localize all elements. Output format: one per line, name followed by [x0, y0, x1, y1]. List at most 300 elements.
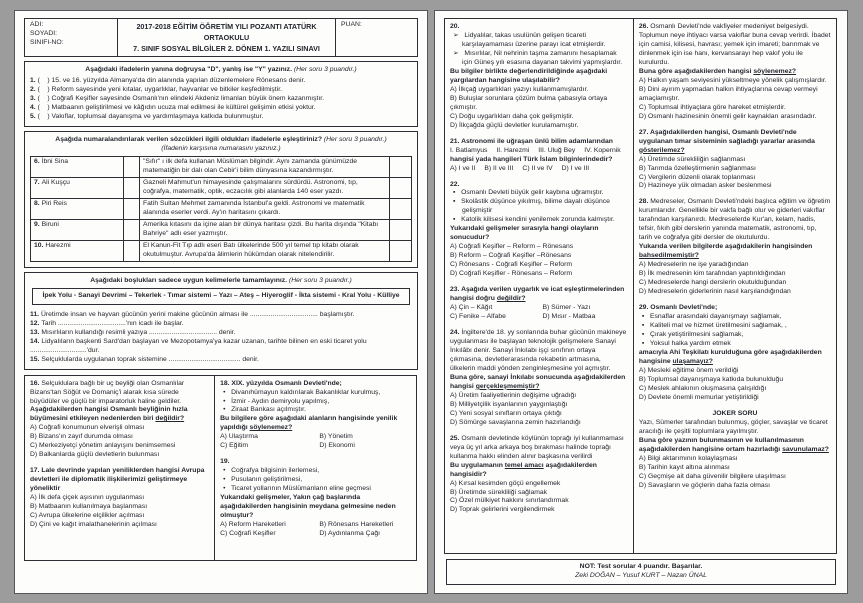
text-line [450, 374, 628, 392]
text-run: Osmanlı devletinde köylünün toprağı iyi kullanmaması veya üç yıl arka arkaya boş bırakması halinde toprağı kullanma hakkı elinden alınır başkasına verilirdi [450, 434, 626, 460]
text-run: bahsedilmemiştir? [638, 252, 699, 260]
text-run: Buna göre yazının bulunmasının ve kullanılmasının aşağıdakilerden hangisine ortam hazırladığı [638, 436, 806, 453]
text-run: ▪ Kaliteli mal ve hizmet üretilmesini sağlamak, , [641, 322, 787, 330]
text-line [220, 494, 411, 521]
bullet-line [220, 398, 411, 407]
option: B) II ve III [484, 164, 514, 172]
option-line [639, 279, 831, 288]
text-line [30, 104, 412, 113]
text-line [450, 181, 628, 190]
option-line [30, 442, 209, 451]
text-run: Lidyalıların başkenti Sard'dan başlayan ve Mezopotamya'ya kazar uzanan, tarihte bilinen en eski ticaret yolu ..............................'dur. [30, 337, 369, 354]
text-run: Buna göre aşağıdakilerden hangisi [638, 67, 754, 75]
heading-text: Aşağıdaki boşlukları sadece uygun kelimelerle tamamlayınız. [90, 276, 288, 284]
text-run: 18. XIX. yüzyılda Osmanlı Devleti'nde; [220, 379, 342, 387]
text-line [30, 380, 209, 425]
text-line [450, 435, 628, 462]
text-run: değildir? [155, 415, 185, 423]
text-run: 23. Aşağıda verilen uygarlık ve icat eşleştirmelerinden hangisi doğru [450, 286, 627, 303]
text-run: C) Medreselerde hangi derslerin okutulduğundan [638, 279, 787, 287]
match-row [31, 219, 412, 240]
page-left [14, 10, 428, 594]
option-line [450, 122, 628, 131]
text-run: söylenemez? [753, 67, 797, 75]
text-run: amacıyla Ahi Teşkilatı kurulduğuna göre aşağıdakilerden hangisine [638, 348, 824, 365]
heading-text: Aşağıda numaralandırılarak verilen sözcükleri ilgili oldukları ifadelerle eşleştiriniz? [55, 136, 322, 144]
text-run: Yukarıdaki gelişmeler sırasıyla hangi olayların sonucudur? [450, 225, 601, 242]
bullet-line [450, 50, 628, 68]
option: A) Reform Hareketleri [220, 521, 286, 529]
text-run: hangisi yada hangileri Türk İslam bilginlerindedir? [450, 155, 613, 163]
text-run: A) Kırsal kesimden göçü engellemek [450, 479, 561, 487]
matching-heading [30, 136, 412, 145]
fill-blank-section [24, 272, 418, 370]
text-run: 14. [30, 337, 42, 345]
surname-label: SOYADI: [30, 29, 58, 37]
option-line [450, 480, 628, 489]
text-run: A) Medreselerin ne işe yaradığından [638, 261, 749, 269]
text-run: C) Yeni sosyal sınıfların ortaya çıktığı [450, 409, 562, 417]
option-line [450, 419, 628, 428]
text-run: A) Halkın yaşam seviyesini yükseltmeye yönelik çalışmışlardır. [638, 76, 827, 84]
text-run: aşağıdakilerden hangisidir? [450, 461, 599, 478]
text-run: gösterilemez? [638, 146, 685, 154]
text-run: gerçekleşmemiştir? [475, 382, 540, 390]
exam-title-line1: 2017-2018 EĞİTİM ÖĞRETİM YILI POZANTI ATATÜRK ORTAOKULU [136, 22, 317, 42]
option: D) Aydınlanma Çağı [319, 530, 381, 538]
text-run: Bu bilgiler birlikte değerlendirildiğinde aşağıdaki yargılardan hangisine ulaşılabilir? [450, 67, 610, 84]
text-run: ulaşamayız? [672, 357, 713, 365]
text-line [450, 156, 628, 165]
footer-note-box [446, 559, 836, 585]
text-run: C) Vergilerin düzenli olarak toplanması [638, 173, 756, 181]
text-run: ▪ Esnaflar arasındaki dayanışmayı sağlamak, [641, 313, 782, 321]
text-run: B) Milliyetçilik isyanlarının yaygınlaştığı [450, 400, 568, 408]
option: B) Yönetim [319, 433, 353, 441]
text-run: C) Doğu uygarlıkları daha çok gelişmiştir. [450, 112, 574, 120]
text-line [30, 311, 412, 320]
match-row [31, 157, 412, 178]
option-line [30, 521, 209, 530]
text-line [30, 467, 209, 494]
option-line [450, 506, 628, 515]
option-line [30, 494, 209, 503]
text-line [639, 198, 831, 243]
match-gap-cell [124, 178, 140, 199]
text-run: B) Tarihin kayıt altına alınması [638, 463, 730, 471]
text-run: C) Merkeziyetçi yönetim anlayışını benimsemesi [30, 442, 176, 450]
page-right [434, 10, 848, 594]
match-gap-cell [124, 157, 140, 178]
text-line [639, 410, 831, 419]
text-run: ( ) 15. ve 16. yüzyılda Almanya'da din alanında yapılan düzenlemelere Rönesans denir. [37, 77, 306, 85]
option-line [220, 530, 411, 539]
text-line [639, 68, 831, 77]
match-term: 8. Piri Reis [31, 199, 124, 220]
fill-blank-items [30, 311, 412, 365]
question-18 [220, 380, 411, 452]
match-term: 9. Biruni [31, 219, 124, 240]
text-run: D) Sömürge savaşlarına zemin hazırlandığı [450, 418, 581, 426]
text-run: B) Buluşlar sorunlara çözüm bulma çabasıyla ortaya çıkmıştır. [450, 94, 610, 111]
text-line [450, 286, 628, 304]
text-line [450, 329, 628, 374]
option-line [450, 147, 628, 156]
text-run: 19. [220, 458, 230, 466]
text-run: D) Toprak gelirlerini vergilendirmek [450, 506, 555, 514]
option-line [30, 503, 209, 512]
question-21 [450, 138, 628, 174]
option-line [639, 77, 831, 86]
match-term-number: 6. [34, 158, 42, 166]
exam-title-line2: 7. SINIF SOSYAL BİLGİLER 2. DÖNEM 1. YAZILI SINAVI [133, 43, 320, 53]
text-run: 24. [450, 329, 462, 337]
question-20 [450, 23, 628, 131]
text-run: Üretimde insan ve hayvan gücünün yerini makine gücünün alması ile .................................... başlamıştır. [40, 310, 355, 318]
bullet-line [450, 198, 628, 216]
text-run: 2. [30, 86, 38, 94]
option-line [450, 497, 628, 506]
text-run: söylenemez? [249, 424, 293, 432]
option-line [639, 86, 831, 104]
option-line [450, 252, 628, 261]
match-description: Amerika kıtasını da içine alan bir dünya haritası çizdi. Bu harita dışında "Kitabı Bahriye" adlı eser yazmıştır. [140, 219, 390, 240]
question-28 [639, 198, 831, 297]
option-line [639, 156, 831, 165]
option-line [220, 442, 411, 451]
name-label: ADI: [30, 21, 44, 28]
matching-table [30, 156, 412, 262]
text-run: 13. [30, 328, 42, 336]
text-run: C) Rönesans - Coğrafi Keşifler – Reform [450, 261, 573, 269]
text-run: 26. [638, 23, 651, 30]
text-run: C) Avrupa ülkelerine elçilikler açılması [30, 512, 145, 520]
text-run: D) Osmanlı hazinesinin önemli gelir kaynakları arasındadır. [638, 112, 817, 120]
text-run: 22. [450, 180, 460, 188]
option-line [639, 385, 831, 394]
match-term-number: 9. [34, 220, 42, 228]
text-run: D) İlkçağda güçlü devletler kurulamamıştır. [450, 121, 579, 129]
text-run: JOKER SORU [712, 409, 758, 417]
true-false-items [30, 77, 412, 122]
text-run: değildir? [496, 295, 526, 303]
questions-26-29-joker-column [633, 18, 837, 554]
option-line [639, 261, 831, 270]
match-term-number: 7. [34, 179, 42, 187]
text-run: • İzmir - Aydın demiryolu yapılmış, [223, 397, 330, 405]
text-line [220, 380, 411, 389]
heading-points: (Her soru 3 puandır.) [291, 66, 357, 74]
fill-blank-heading [30, 277, 412, 286]
text-run: B) Üretimde sürekliliği sağlamak [450, 488, 548, 496]
option: II. Harezmi [496, 146, 530, 154]
text-run: 5. [30, 113, 38, 121]
text-run: A) Mesleki eğitime önem verildiği [638, 366, 739, 374]
option-line [30, 512, 209, 521]
option-line [450, 304, 628, 313]
text-run: A) İlk defa çiçek aşısının uygulanması [30, 494, 145, 502]
option: B) Rönesans Hareketleri [319, 521, 394, 529]
text-run: A) Bilgi aktarımının kolaylaşması [638, 454, 738, 462]
text-run: A) Üretimde sürekliliğin sağlanması [638, 155, 746, 163]
bullet-line [220, 485, 411, 494]
option-line [450, 270, 628, 279]
text-run: ➢ Lidyalılar, takas usulünün gelişen ticareti karşılayamaması üzerine parayı icat etmişlerdir. [453, 31, 606, 48]
text-run: 17. Lale devrinde yapılan yeniliklerden hangisi Avrupa devletleri ile diplomatik ilişkilerimizi geliştirmeye yöneliktir [30, 467, 207, 493]
match-gap-cell [124, 240, 140, 261]
text-line [220, 458, 411, 467]
question-29 [639, 304, 831, 403]
text-run: Buna göre, sanayi İnkılabı sonucunda aşağıdakilerden hangisi [450, 373, 628, 390]
text-line [30, 320, 412, 329]
option: IV. Kopernik [584, 146, 621, 154]
class-number-label: SINIFI-NO: [30, 38, 64, 46]
option-line [639, 270, 831, 279]
option-line [639, 464, 831, 473]
text-run: D) Medreselerin giderlerinin nasıl karşılandığından [638, 288, 791, 296]
option-line [450, 243, 628, 252]
match-description: El Kanun-Fit Tıp adlı eseri Batı ülkelerinde 500 yıl temel tıp kitabı olarak okutulmuştur. Avrupa'da âlimlerin hükümdan olarak nitelendirilir. [140, 240, 390, 261]
text-run: 21. Astronomi ile uğraşan ünlü bilim adamlarından [450, 137, 613, 145]
text-run: Osmanlı Devleti'nde vakfiyeler medeniyet belgesiydi. Toplumun neye ihtiyacı varsa vakıflar buna cevap verirdi. İbadet için camisi, kilisesi, havrası; yemek için imareti; barınmak ve dinlenmek için ise hanı, kervansarayı hep vakıf yolu ile kurulurdu. [638, 23, 833, 66]
text-run: 11. [30, 310, 41, 318]
score-label: PUAN: [341, 21, 362, 28]
score-cell [335, 19, 417, 56]
text-run: ▪ Yoksul halka yardım etmek [641, 339, 731, 347]
exam-title-cell [117, 19, 335, 56]
bullet-line [450, 216, 628, 225]
text-line [30, 77, 412, 86]
heading-points: (Her soru 3 puandır.) [321, 136, 387, 144]
exam-header [24, 18, 418, 57]
text-run: 28. [638, 198, 651, 206]
text-run: D) Devlete önemli memurlar yetiştirildiği [638, 393, 759, 401]
match-term: 6. İbni Sina [31, 157, 124, 178]
text-run: ➢ Mısırlılar, Nil nehrinin taşma zamanını hesaplamak için Güneş yılı esasına dayanan takvimi yapmışlardır. [453, 49, 623, 66]
text-run: D) Çini ve kağıt imalathanelerinin açılması [30, 521, 157, 529]
option-line [450, 165, 628, 174]
question-26 [639, 23, 831, 122]
option: D) Mısır - Matbaa [542, 313, 596, 321]
text-run: B) Dini ayırım yapmadan halkın ihtiyaçlarına cevap vermeyi amaçlamıştır. [638, 85, 820, 102]
text-run: 16. [30, 379, 42, 387]
text-run: ▪ Katolik kilisesi kendini yenilemek zorunda kalmıştır. [453, 216, 615, 224]
option: A) Çin – Kâğıt [450, 304, 493, 312]
text-run: Aşağıdakilerden hangisi Osmanlı beyliğinin hızla büyümesini etkileyen nedenlerden biri [30, 406, 190, 423]
questions-18-19-box [214, 375, 417, 561]
true-false-heading [30, 66, 412, 75]
option: C) Coğrafi Keşifler [220, 530, 276, 538]
text-run: • Coğrafya bilgisinin ilerlemesi, [223, 467, 320, 475]
bullet-line [220, 406, 411, 415]
text-run: Bu bilgilere göre aşağıdaki alanların hangisinde yenilik yapıldığı [220, 415, 400, 432]
bullet-line [220, 476, 411, 485]
option-line [220, 433, 411, 442]
text-line [639, 437, 831, 455]
match-term: 7. Ali Kuşçu [31, 178, 124, 199]
text-line [30, 113, 412, 122]
question-24 [450, 329, 628, 428]
heading-text: Aşağıdaki ifadelerin yanına doğruysa "D", yanlış ise "Y" yazınız. [85, 66, 292, 74]
text-line [220, 415, 411, 433]
option-line [639, 376, 831, 385]
match-answer-cell [390, 240, 412, 261]
option-line [30, 451, 209, 460]
option-line [639, 482, 831, 491]
text-line [639, 304, 831, 313]
text-run: İngiltere'de 18. yy sonlarında buhar gücünün makineye uygulanması ile başlayan teknolojik gelişmelere Sanayi İnkılâbı denir. Sanayi İnkılabı işçi sınıfının ortaya çıkmasına, devletlerarasında rekabetin artmasına, ülkelerin maddi yönden zenginleşmesine yol açmıştır. [450, 329, 629, 372]
joker-question [639, 410, 831, 491]
question-27 [639, 129, 831, 192]
text-line [30, 338, 412, 356]
text-run: ( ) Reform sayesinde yeni kıtalar, uygarlıklar, hayvanlar ve bitkiler keşfedilmiştir. [37, 86, 282, 94]
text-run: C) Meslek ahlakının oluşmasına çalışıldığı [638, 384, 767, 392]
text-run: B) Reform – Coğrafi Keşifler –Rönesans [450, 252, 572, 260]
match-row [31, 178, 412, 199]
text-run: B) Tarımda özelleştirmenin sağlanması [638, 164, 756, 172]
text-line [30, 356, 412, 365]
option: A) Ulaştırma [220, 433, 258, 441]
text-run: savunulamaz? [782, 445, 829, 453]
match-row [31, 240, 412, 261]
option: C) Fenike – Alfabe [450, 313, 506, 321]
text-run: Bu uygulamanın [450, 461, 505, 469]
text-run: 1. [30, 77, 38, 85]
match-answer-cell [390, 157, 412, 178]
option-line [639, 367, 831, 376]
text-run: D) Coğrafi Keşifler - Rönesans – Reform [450, 270, 573, 278]
text-run: ( ) Matbaanın geliştirilmesi ve kâğıdın ucuza mal edilmesi ile kültürel gelişimin etkisi yoktur. [37, 104, 316, 112]
option-line [450, 113, 628, 122]
text-line [639, 129, 831, 156]
option-line [639, 174, 831, 183]
text-line [30, 95, 412, 104]
text-line [30, 329, 412, 338]
option: C) Eğitim [220, 442, 249, 450]
true-false-section [24, 61, 418, 127]
text-run: • Ziraat Bankası açılmıştır. [223, 406, 306, 414]
match-term-number: 8. [34, 200, 42, 208]
question-25 [450, 435, 628, 516]
text-run: C) Toplumsal ihtiyaçlara göre hareket etmişlerdir. [638, 103, 786, 111]
text-run: D) Savaşların ve göçlerin daha fazla olması [638, 481, 770, 489]
option-line [639, 455, 831, 464]
heading-points: (Her soru 3 puandır.) [287, 276, 352, 284]
match-gap-cell [124, 219, 140, 240]
text-run: Yukarıdaki gelişmeler, Yakın çağ başlarında aşağıdakilerden hangisinin meydana gelmesine neden olmuştur? [220, 494, 398, 520]
option-line [220, 521, 411, 530]
option: D) Ekonomi [319, 442, 355, 450]
option-line [639, 182, 831, 191]
option-line [450, 410, 628, 419]
option: I. Batlamyus [450, 146, 488, 154]
option-line [450, 86, 628, 95]
text-line [639, 419, 831, 437]
text-run: ( ) Coğrafi Keşifler sayesinde Osmanlı'nın elindeki Akdeniz limanları büyük önem kazanmıştır. [37, 95, 325, 103]
text-run: 20. [450, 23, 460, 30]
option: III. Uluğ Bey [538, 146, 576, 154]
option-line [30, 424, 209, 433]
text-run: A) Coğrafi konumunun elverişli olması [30, 424, 145, 432]
text-run: C) Özel mülkiyet hakkını sınırlandırmak [450, 497, 569, 505]
option-line [639, 104, 831, 113]
text-run: A) İlkçağ uygarlıkları yazıyı kullanmamışlardır. [450, 85, 589, 93]
text-run: Yazı, Sümerler tarafından bulunmuş, göçler, savaşlar ve ticaret aracılığı ile çeşitli toplumlara yayılmıştır. [638, 418, 830, 435]
question-boxes-row [24, 375, 418, 561]
text-run: A) Coğrafi Keşifler – Reform – Rönesans [450, 243, 574, 251]
text-run: B) İlk medresenin kim tarafından yaptırıldığından [638, 270, 786, 278]
question-16 [30, 380, 209, 461]
match-term: 10. Harezmi [31, 240, 124, 261]
bullet-line [639, 340, 831, 349]
option-line [450, 392, 628, 401]
word-bank: İpek Yolu - Sanayi Devrimi – Tekerlek - Tımar sistemi – Yazı – Ateş – Hiyeroglif - İkta sistemi - Kral Yolu - Külliye [32, 288, 410, 305]
text-run: 25. [450, 434, 462, 442]
match-gap-cell [124, 199, 140, 220]
text-run: Selçuklularda uygulanan toprak sistemine ...................................... denir. [41, 355, 259, 363]
matching-section [24, 131, 418, 268]
match-answer-cell [390, 199, 412, 220]
text-run: 29. Osmanlı Devleti'nde; [638, 304, 718, 312]
option: B) Sümer - Yazı [542, 304, 591, 312]
text-run: 3. [30, 95, 38, 103]
text-run: temel amacı [504, 461, 544, 469]
text-run: • Pusulanın geliştirilmesi, [223, 476, 303, 484]
bullet-line [220, 389, 411, 398]
option-line [450, 261, 628, 270]
option-line [450, 313, 628, 322]
bullet-line [450, 189, 628, 198]
footer-note-text: NOT: Test sorular 4 puandır. Başarılar. [579, 563, 703, 571]
text-line [450, 23, 628, 32]
question-17 [30, 467, 209, 530]
text-line [639, 243, 831, 261]
match-answer-cell [390, 178, 412, 199]
text-run: B) Matbaanın kullanılmaya başlanması [30, 503, 148, 511]
match-answer-cell [390, 219, 412, 240]
question-23 [450, 286, 628, 322]
match-description: Gazneli Mahmut'un himayesinde çalışmalarını sürdürdü. Astronomi, tıp, coğrafya, matematik, optik, eczacılık gibi alanlarda 140 eser yazdı. [140, 178, 390, 199]
text-run: D) Hazineye yük olmadan asker beslenmesi [638, 182, 772, 190]
text-run: • Divanıhümayun kaldırılarak Bakanlıklar kurulmuş, [223, 388, 381, 396]
question-22 [450, 181, 628, 280]
text-line [450, 68, 628, 86]
matching-subheading: (İfadenin karşısına numarasını yazınız.) [161, 145, 281, 153]
text-run: Mısırlıların kullandığı resimli yazıya .................................... denir. [41, 328, 236, 336]
text-run: Tarih ....................................'nın icadı ile başlar. [41, 319, 184, 327]
text-run: Selçuklulara bağlı bir uç beyliği olan Osmanlılar Bizans'tan Söğüt ve Domaniç'i alarak kısa sürede büyüdüler ve güçlü bir imparatorluk haline geldiler. [30, 379, 187, 405]
text-line [450, 462, 628, 480]
option-line [639, 473, 831, 482]
text-run: Yukarıda verilen bilgilerde aşağıdakilerin hangisinden [638, 243, 815, 251]
text-run: 27. Aşağıdakilerden hangisi, Osmanlı Devleti'nde uygulanan tımar sisteminin sağladığı yararlar arasında [638, 128, 817, 145]
text-run: • Ticaret yollarının Müslümanların eline geçmesi [223, 485, 371, 493]
text-run: 12. [30, 319, 42, 327]
option: A) I ve II [450, 164, 476, 172]
option-line [30, 433, 209, 442]
bullet-line [639, 313, 831, 322]
option-line [450, 401, 628, 410]
option-line [639, 165, 831, 174]
match-term-number: 10. [34, 241, 46, 249]
questions-20-25-column [444, 18, 634, 554]
bullet-line [450, 32, 628, 50]
text-line [639, 23, 831, 68]
text-line [30, 86, 412, 95]
text-run: 15. [30, 355, 42, 363]
text-run: 4. [30, 104, 38, 112]
option-line [639, 394, 831, 403]
